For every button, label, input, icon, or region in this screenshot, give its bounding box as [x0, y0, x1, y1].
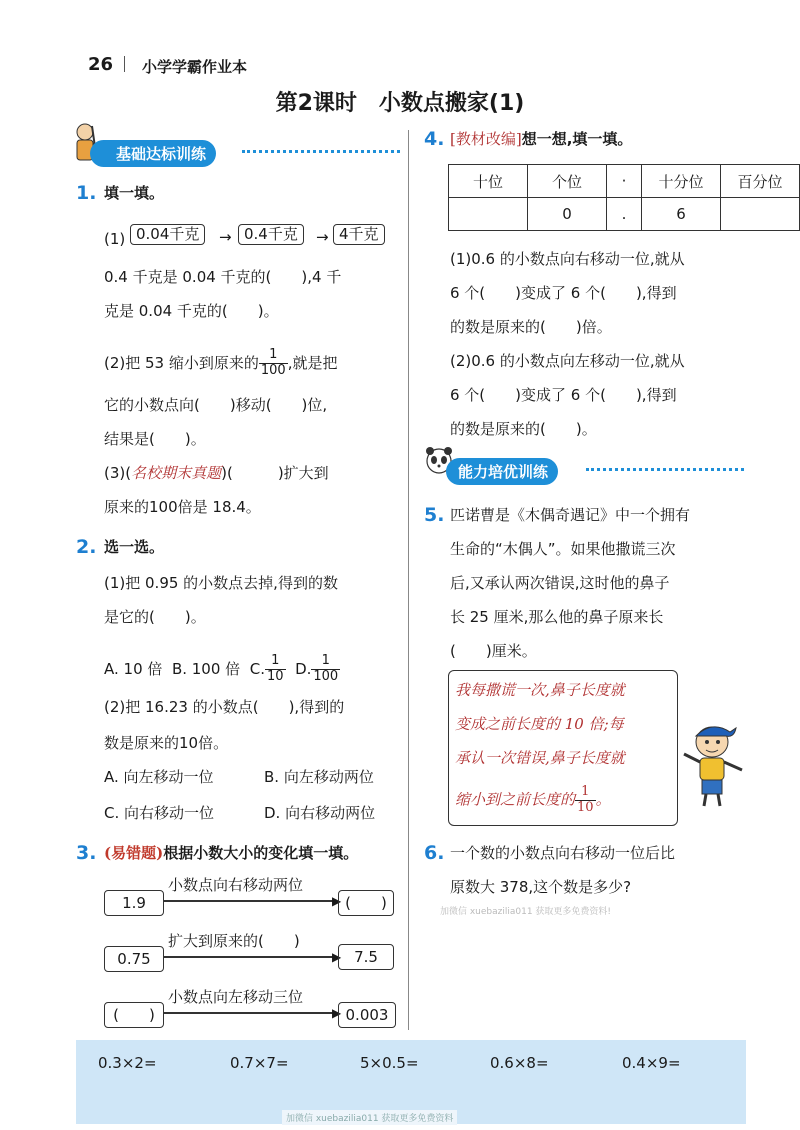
q3-row1-right: ( )	[338, 890, 394, 916]
q3-row3-right: 0.003	[338, 1002, 396, 1028]
table-cell: 6	[642, 198, 721, 231]
q2-p1-line2: 是它的( )。	[104, 608, 206, 626]
q2-p2-option-d: D. 向右移动两位	[264, 804, 376, 822]
q4-title: [教材改编]想一想,填一填。	[450, 130, 633, 148]
bubble-line3: 承认一次错误,鼻子长度就	[455, 749, 625, 767]
book-title: 小学学霸作业本	[142, 58, 248, 76]
q3-row3-arrow	[164, 1012, 336, 1014]
q1-box-1: 0.04千克	[130, 224, 205, 245]
q2-number: 2.	[76, 536, 97, 558]
speech-bubble	[448, 670, 678, 826]
q4-p1-line2: 6 个( )变成了 6 个( ),得到	[450, 284, 677, 302]
table-cell	[449, 198, 528, 231]
q2-p1-line1: (1)把 0.95 的小数点去掉,得到的数	[104, 574, 338, 592]
source-tag: 名校期末真题	[131, 464, 222, 482]
q5-line1: 匹诺曹是《木偶奇遇记》中一个拥有	[450, 506, 691, 524]
table-cell: .	[607, 198, 642, 231]
section-basic-header: 基础达标训练	[90, 140, 216, 167]
oral-practice-strip	[76, 1040, 746, 1124]
q3-tag: (易错题)	[104, 844, 164, 862]
q3-row3-label: 小数点向左移动三位	[168, 988, 304, 1006]
q1-title: 填一填。	[104, 184, 165, 202]
q1-p2-text-b: ,就是把	[287, 353, 338, 372]
arrow-head-icon: ▶	[332, 1006, 342, 1020]
q2-p2-option-b: B. 向左移动两位	[264, 768, 374, 786]
lesson-title: 第2课时 小数点搬家(1)	[275, 91, 525, 116]
q1-p3-line2: 原来的100倍是 18.4。	[104, 498, 261, 516]
q2-p1-options: A. 10 倍 B. 100 倍 C. $\frac{1}{10}$ D. $\frac{1}{100}$	[104, 653, 339, 684]
oral-item: 0.4×9=	[622, 1054, 681, 1072]
fraction: $\frac{1}{10}$	[577, 784, 594, 815]
q3-row2-label: 扩大到原来的( )	[168, 932, 300, 950]
q1-p2-line1	[104, 348, 337, 379]
column-divider	[408, 130, 409, 1030]
bubble-line4: 缩小到之前长度的 $\frac{1}{10}$ 。	[455, 784, 611, 815]
q1-p1-label: (1)	[104, 230, 126, 248]
q3-row2-arrow	[164, 956, 336, 958]
bubble-line2: 变成之前长度的 10 倍;每	[455, 715, 624, 733]
oral-item: 0.7×7=	[230, 1054, 289, 1072]
arrow-head-icon: ▶	[332, 950, 342, 964]
oral-item: 0.6×8=	[490, 1054, 549, 1072]
table-header: 十分位	[642, 165, 721, 198]
q2-p2-line1: (2)把 16.23 的小数点( ),得到的	[104, 698, 345, 716]
header-divider	[124, 56, 125, 72]
q5-number: 5.	[424, 504, 445, 526]
fraction: $\frac{1}{100}$	[260, 347, 286, 378]
q5-line2: 生命的“木偶人”。如果他撒谎三次	[450, 540, 676, 558]
arrow-head-icon: ▶	[332, 894, 342, 908]
table-cell: 0	[528, 198, 607, 231]
q3-row1-left: 1.9	[104, 890, 164, 916]
q2-p2-line2: 数是原来的10倍。	[104, 734, 229, 752]
q4-p2-line3: 的数是原来的( )。	[450, 420, 597, 438]
footer-watermark: 加微信 xuebazilia011 获取更多免费资料	[282, 1110, 457, 1125]
q1-p1-line1: 0.4 千克是 0.04 千克的( ),4 千	[104, 268, 342, 286]
q1-p2-line3: 结果是( )。	[104, 430, 206, 448]
q2-p2-option-c: C. 向右移动一位	[104, 804, 215, 822]
q6-line2: 原数大 378,这个数是多少?	[450, 878, 632, 896]
q6-line1: 一个数的小数点向右移动一位后比	[450, 844, 676, 862]
q1-number: 1.	[76, 182, 97, 204]
table-header: 十位	[449, 165, 528, 198]
place-value-table	[448, 164, 800, 231]
q1-p1-line2: 克是 0.04 千克的( )。	[104, 302, 279, 320]
q2-title: 选一选。	[104, 538, 165, 556]
q1-p2-line2: 它的小数点向( )移动( )位,	[104, 396, 328, 414]
q3-row1-label: 小数点向右移动两位	[168, 876, 304, 894]
arrow-right-icon: →	[316, 228, 329, 246]
section-advanced-dots	[586, 468, 744, 471]
watermark: 加微信 xuebazilia011 获取更多免费资料!	[440, 907, 612, 917]
q3-row1-arrow	[164, 900, 336, 902]
section-advanced-header: 能力培优训练	[446, 458, 558, 485]
q5-line5: ( )厘米。	[450, 642, 537, 660]
oral-item: 5×0.5=	[360, 1054, 419, 1072]
q5-line3: 后,又承认两次错误,这时他的鼻子	[450, 574, 670, 592]
table-header: 个位	[528, 165, 607, 198]
page-number: 26	[88, 54, 114, 75]
q3-number: 3.	[76, 842, 97, 864]
fraction: $\frac{1}{10}$	[266, 653, 284, 684]
fraction: $\frac{1}{100}$	[313, 653, 339, 684]
q2-p2-option-a: A. 向左移动一位	[104, 768, 214, 786]
q1-p2-text-a: (2)把 53 缩小到原来的	[104, 353, 259, 372]
arrow-right-icon: →	[219, 228, 232, 246]
q4-p2-line2: 6 个( )变成了 6 个( ),得到	[450, 386, 677, 404]
q4-p2-line1: (2)0.6 的小数点向左移动一位,就从	[450, 352, 685, 370]
table-header: 百分位	[721, 165, 800, 198]
section-basic-dots	[242, 150, 400, 153]
q6-number: 6.	[424, 842, 445, 864]
oral-item: 0.3×2=	[98, 1054, 157, 1072]
q3-title: (易错题)根据小数大小的变化填一填。	[104, 844, 359, 862]
q3-row3-left: ( )	[104, 1002, 164, 1028]
bubble-line1: 我每撒谎一次,鼻子长度就	[455, 681, 625, 699]
table-header: ·	[607, 165, 642, 198]
boy-character-icon	[676, 720, 748, 810]
q4-p1-line1: (1)0.6 的小数点向右移动一位,就从	[450, 250, 685, 268]
q3-row2-left: 0.75	[104, 946, 164, 972]
q4-number: 4.	[424, 128, 445, 150]
table-cell	[721, 198, 800, 231]
q1-p3-line1: (3)(名校期末真题)( )扩大到	[104, 464, 329, 482]
q3-row2-right: 7.5	[338, 944, 394, 970]
q4-p1-line3: 的数是原来的( )倍。	[450, 318, 612, 336]
q5-line4: 长 25 厘米,那么他的鼻子原来长	[450, 608, 664, 626]
q4-tag: [教材改编]	[450, 130, 522, 148]
q1-box-3: 4千克	[333, 224, 385, 245]
q1-box-2: 0.4千克	[238, 224, 304, 245]
